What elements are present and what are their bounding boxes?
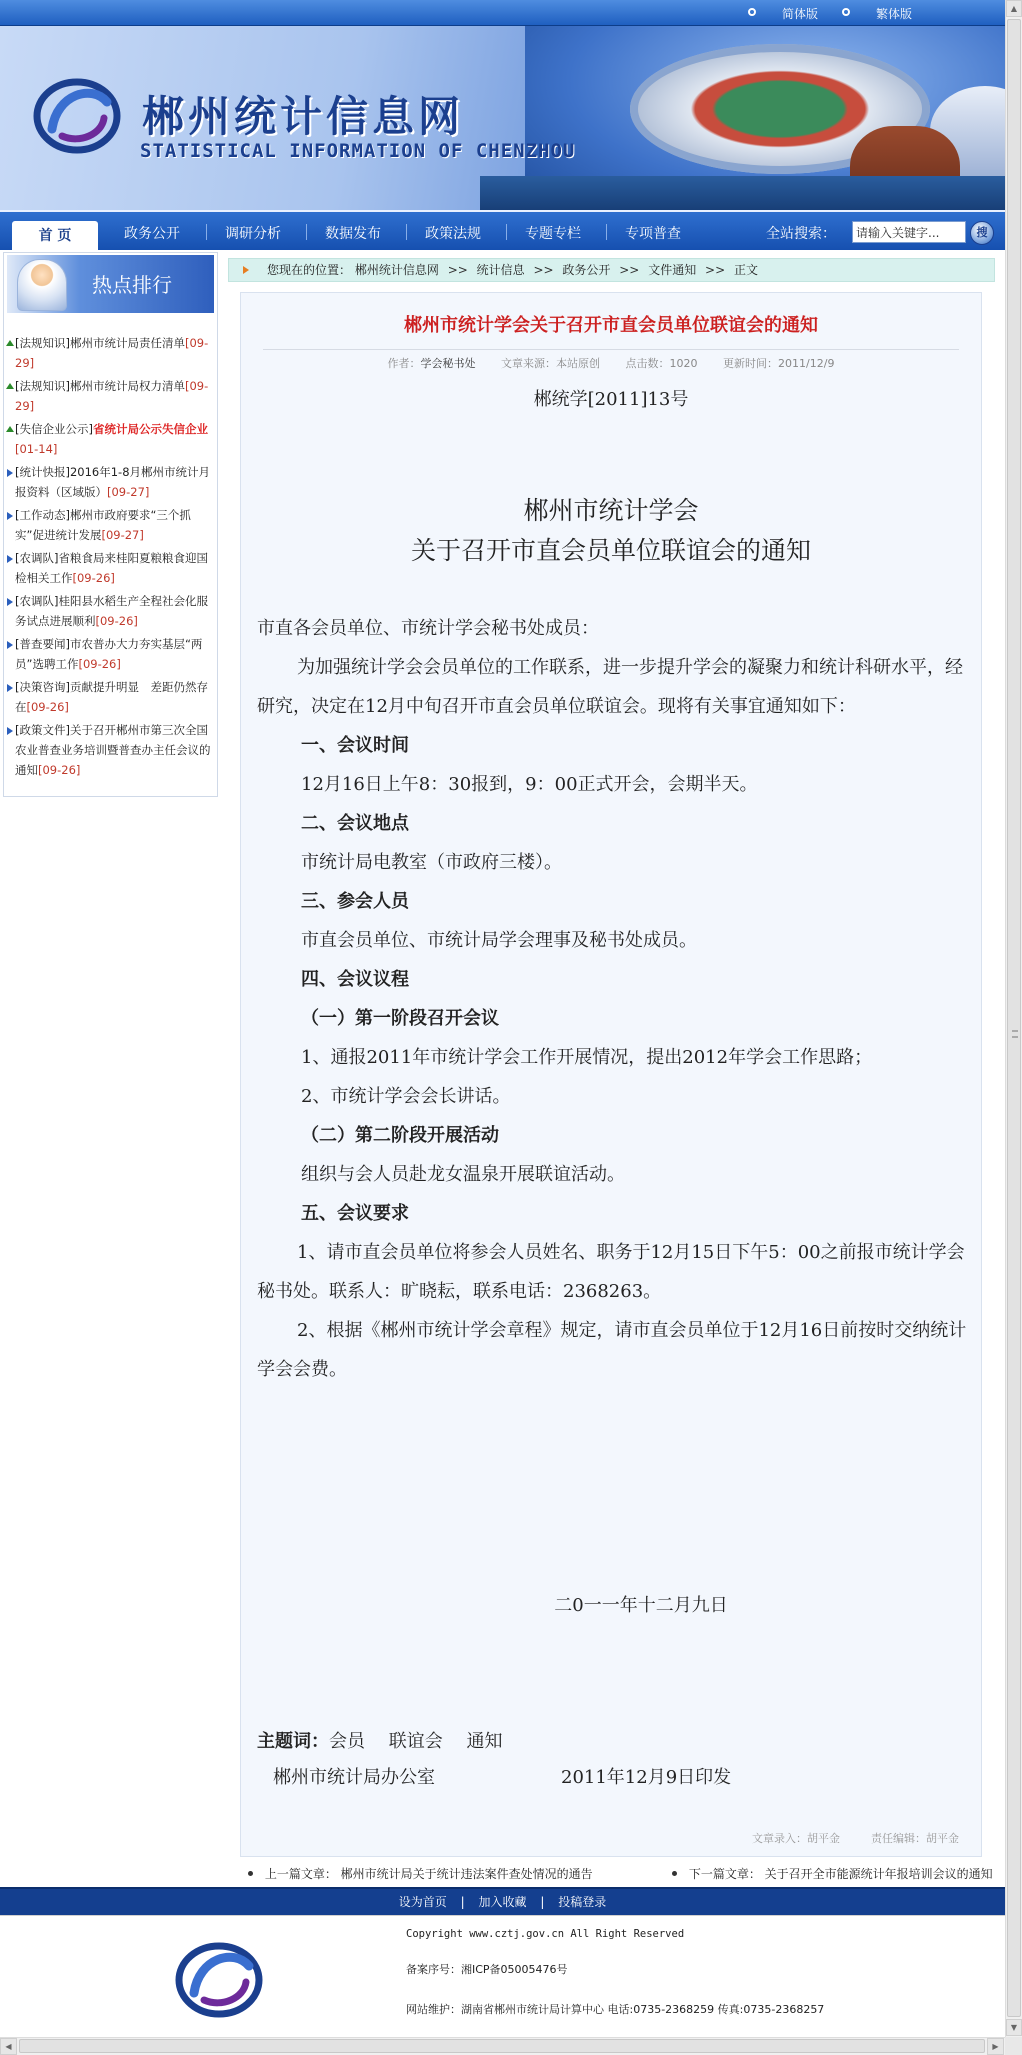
- editors-line: [752, 1830, 959, 1846]
- hot-list-item-text[interactable]: [政策文件]关于召开郴州市第三次全国农业普查业务培训暨普查办主任会议的通知: [15, 723, 211, 777]
- banner-ground: [480, 176, 1005, 210]
- nav-research-analysis[interactable]: 调研分析: [225, 226, 281, 242]
- author-label: 作者：: [387, 357, 421, 370]
- hot-list-item[interactable]: [7, 462, 217, 502]
- hot-list-item-text[interactable]: [法规知识]郴州市统计局责任清单: [15, 336, 185, 350]
- icp-text: 备案序号：湘ICP备05005476号: [406, 1963, 568, 1976]
- nav-government-affairs[interactable]: 政务公开: [124, 226, 180, 242]
- maintainer-text: 网站维护：湖南省郴州市统计局计算中心 电话:0735-2368259 传真:0735-2368257: [406, 2003, 825, 2016]
- hot-list-item-text[interactable]: [农调队]省粮食局来桂阳夏粮粮食迎国检相关工作: [15, 551, 208, 585]
- section-heading: （二）第二阶段开展活动: [301, 1125, 499, 1146]
- copyright-text: Copyright www.cztj.gov.cn All Right Reserved: [406, 1928, 685, 1940]
- section-heading: （一）第一阶段召开会议: [301, 1008, 499, 1029]
- horizontal-scroll-thumb[interactable]: [19, 2039, 985, 2053]
- grip-icon: [1012, 1030, 1018, 1038]
- footer-separator: |: [460, 1895, 465, 1909]
- hot-list-item-date: [09-26]: [95, 614, 138, 628]
- hot-list-item-date: [09-26]: [38, 763, 81, 777]
- document-heading: [241, 491, 981, 571]
- breadcrumb-item-government-affairs[interactable]: 政务公开: [562, 263, 611, 277]
- body-paragraph: 1、通报2011年市统计学会工作开展情况，提出2012年学会工作思路；: [301, 1047, 873, 1068]
- bullet-icon: [672, 1871, 677, 1876]
- clicks-value: 1020: [669, 357, 698, 370]
- blue-arrow-icon: [7, 555, 13, 563]
- nav-special-census[interactable]: 专项普查: [625, 226, 681, 242]
- hot-list-item-text[interactable]: [统计快报]2016年1-8月郴州市统计月报资料（区域版）: [15, 465, 211, 499]
- scroll-up-icon[interactable]: ▲: [1006, 0, 1022, 17]
- vertical-scrollbar[interactable]: [1005, 0, 1022, 2037]
- site-logo-icon: [32, 74, 122, 158]
- body-paragraph: 为加强统计学会会员单位的工作联系，进一步提升学会的凝聚力和统计科研水平，经研究，决定在12月中旬召开市直会员单位联谊会。现将有关事宜通知如下：: [257, 657, 963, 717]
- breadcrumb-prefix: 您现在的位置：: [267, 263, 352, 277]
- hot-list-item-date: [09-27]: [101, 528, 144, 542]
- hot-list-item[interactable]: [7, 591, 217, 631]
- body-paragraph: 市直会员单位、市统计局学会理事及秘书处成员。: [301, 930, 697, 951]
- nav-data-release[interactable]: 数据发布: [325, 226, 381, 242]
- breadcrumb-item-notices[interactable]: 文件通知: [648, 263, 697, 277]
- section-heading: 五、会议要求: [301, 1203, 409, 1224]
- top-strip: [0, 0, 1005, 26]
- hot-list-item-date: [09-26]: [26, 700, 69, 714]
- hot-list-item-text[interactable]: [工作动态]郴州市政府要求“三个抓实”促进统计发展: [15, 508, 191, 542]
- horizontal-scrollbar[interactable]: [0, 2037, 1005, 2055]
- document-date: 二0一一年十二月九日: [554, 1595, 728, 1616]
- scroll-right-icon[interactable]: ▶: [987, 2038, 1004, 2055]
- body-paragraph: 1、请市直会员单位将参会人员姓名、职务于12月15日下午5：00之前报市统计学会秘书处。联系人：旷晓耘，联系电话：2368263。: [257, 1242, 965, 1302]
- source-value: 本站原创: [556, 357, 601, 370]
- body-paragraph: 市直各会员单位、市统计学会秘书处成员：: [257, 618, 599, 639]
- body-paragraph: 12月16日上午8：30报到，9：00正式开会，会期半天。: [301, 774, 758, 795]
- bullet-icon: [842, 8, 850, 16]
- title-divider: [263, 349, 959, 350]
- body-paragraph: 组织与会人员赴龙女温泉开展联谊活动。: [301, 1164, 625, 1185]
- prev-next-links: [228, 1862, 995, 1886]
- hot-ranking-title: 热点排行: [92, 273, 172, 297]
- scroll-down-icon[interactable]: ▼: [1006, 2019, 1022, 2036]
- hot-ranking-header: [7, 255, 214, 313]
- footer-info: [406, 1926, 824, 2018]
- site-footer: [0, 1915, 1005, 2037]
- site-subtitle: STATISTICAL INFORMATION OF CHENZHOU: [140, 140, 576, 162]
- hot-ranking-list: [7, 333, 217, 783]
- blue-arrow-icon: [7, 641, 13, 649]
- hot-list-item-date: [09-29]: [15, 379, 209, 413]
- breadcrumb-separator: >>: [447, 263, 468, 277]
- site-header-banner: [0, 26, 1005, 210]
- simplified-version-link[interactable]: 简体版: [782, 7, 819, 21]
- breadcrumb-separator: >>: [533, 263, 554, 277]
- nav-separator: [506, 224, 507, 240]
- add-favorite-link[interactable]: 加入收藏: [478, 1895, 527, 1909]
- search-label: 全站搜索：: [766, 226, 836, 242]
- source-label: 文章来源：: [501, 357, 557, 370]
- footer-separator: |: [540, 1895, 545, 1909]
- section-heading: 二、会议地点: [301, 813, 409, 834]
- hot-list-item[interactable]: [7, 419, 217, 459]
- article-panel: [240, 292, 982, 1857]
- document-heading-line-2: 关于召开市直会员单位联谊会的通知: [410, 536, 811, 565]
- prev-label: 上一篇文章：: [264, 1867, 337, 1881]
- section-heading: 四、会议议程: [301, 969, 409, 990]
- section-heading: 一、会议时间: [301, 735, 409, 756]
- updated-label: 更新时间：: [723, 357, 779, 370]
- blue-arrow-icon: [7, 598, 13, 606]
- breadcrumb-item-home[interactable]: 郴州统计信息网: [354, 263, 439, 277]
- next-article-link[interactable]: 关于召开全市能源统计年报培训会议的通知: [764, 1867, 993, 1881]
- blue-arrow-icon: [7, 684, 13, 692]
- prev-article-link[interactable]: 郴州市统计局关于统计违法案件查处情况的通告: [340, 1867, 593, 1881]
- hot-list-item[interactable]: [7, 634, 217, 674]
- green-triangle-icon: [6, 426, 14, 432]
- nav-separator: [606, 224, 607, 240]
- article-meta: [241, 355, 981, 371]
- nav-separator: [406, 224, 407, 240]
- blue-arrow-icon: [7, 512, 13, 520]
- footer-link-bar: [0, 1887, 1005, 1915]
- hot-list-item-text[interactable]: [决策咨询]贡献提升明显 差距仍然存在: [15, 680, 208, 714]
- breadcrumb-separator: >>: [705, 263, 726, 277]
- hot-list-item[interactable]: [7, 376, 217, 416]
- bullet-icon: [248, 1871, 253, 1876]
- keywords-label: 主题词：: [257, 1731, 329, 1752]
- hot-list-item[interactable]: [7, 548, 217, 588]
- nav-special-topics[interactable]: 专题专栏: [525, 226, 581, 242]
- body-paragraph: 2、市统计学会会长讲话。: [301, 1086, 511, 1107]
- next-wrapper: [652, 1862, 993, 1886]
- issuer-line: 郴州市统计局办公室 2011年12月9日印发: [273, 1767, 732, 1788]
- editor-label: 责任编辑：: [871, 1832, 926, 1845]
- keywords-value: 会员 联谊会 通知: [329, 1731, 503, 1752]
- hot-list-item[interactable]: [7, 720, 217, 780]
- traditional-version-link[interactable]: 繁体版: [876, 7, 913, 21]
- hot-list-item-date: [09-27]: [107, 485, 150, 499]
- blue-arrow-icon: [7, 469, 13, 477]
- next-label: 下一篇文章：: [688, 1867, 761, 1881]
- nav-policy-regulations[interactable]: 政策法规: [425, 226, 481, 242]
- green-triangle-icon: [6, 383, 14, 389]
- entry-label: 文章录入：: [752, 1832, 807, 1845]
- set-homepage-link[interactable]: 设为首页: [398, 1895, 447, 1909]
- keywords-line: [257, 1727, 502, 1753]
- bullet-icon: [748, 8, 756, 16]
- hot-list-item-date: [09-26]: [72, 571, 115, 585]
- search-input[interactable]: [852, 221, 966, 243]
- green-triangle-icon: [6, 340, 14, 346]
- hot-list-item-date: [01-14]: [15, 442, 58, 456]
- scroll-left-icon[interactable]: ◀: [0, 2038, 17, 2055]
- hot-list-item-text[interactable]: [普查要闻]市农普办大力夯实基层“两员”选聘工作: [15, 637, 203, 671]
- hot-list-item-text[interactable]: [法规知识]郴州市统计局权力清单: [15, 379, 185, 393]
- blue-arrow-icon: [7, 727, 13, 735]
- hot-list-item-highlight[interactable]: 省统计局公示失信企业: [92, 422, 208, 436]
- editor-value: 胡平金: [926, 1832, 959, 1845]
- breadcrumb: [228, 258, 995, 282]
- footer-logo-icon: [174, 1938, 264, 2022]
- entry-value: 胡平金: [807, 1832, 840, 1845]
- nav-separator: [306, 224, 307, 240]
- article-body: [257, 609, 969, 1389]
- vertical-scroll-thumb[interactable]: [1007, 19, 1021, 2017]
- hot-list-item-text[interactable]: [失信企业公示]: [15, 422, 93, 436]
- breadcrumb-item-current: 正文: [733, 263, 758, 277]
- breadcrumb-item-statistics[interactable]: 统计信息: [476, 263, 525, 277]
- section-heading: 三、参会人员: [301, 891, 409, 912]
- body-paragraph: 2、根据《郴州市统计学会章程》规定，请市直会员单位于12月16日前按时交纳统计学会会费。: [257, 1320, 967, 1380]
- hot-ranking-sidebar: [3, 252, 218, 797]
- nav-separator: [206, 224, 207, 240]
- document-number: 郴统学[2011]13号: [533, 389, 689, 410]
- breadcrumb-arrow-icon: [243, 266, 249, 274]
- hot-list-item-text[interactable]: [农调队]桂阳县水稻生产全程社会化服务试点进展顺利: [15, 594, 208, 628]
- reader-avatar-icon: [17, 259, 67, 311]
- updated-value: 2011/12/9: [778, 357, 835, 370]
- hot-list-item-date: [09-29]: [15, 336, 209, 370]
- nav-home[interactable]: 首 页: [12, 221, 98, 252]
- author-value: 学会秘书处: [420, 357, 476, 370]
- main-nav: [0, 210, 1005, 250]
- hot-list-item-date: [09-26]: [78, 657, 121, 671]
- submit-login-link[interactable]: 投稿登录: [558, 1895, 607, 1909]
- hot-list-item[interactable]: [7, 505, 217, 545]
- article-title: 郴州市统计学会关于召开市直会员单位联谊会的通知: [404, 315, 818, 336]
- breadcrumb-separator: >>: [619, 263, 640, 277]
- hot-list-item[interactable]: [7, 333, 217, 373]
- body-paragraph: 市统计局电教室（市政府三楼）。: [301, 852, 562, 873]
- scrollbar-corner: [1005, 2037, 1022, 2055]
- search-button[interactable]: 搜: [970, 221, 994, 245]
- site-title: 郴州统计信息网: [142, 92, 465, 141]
- clicks-label: 点击数：: [625, 357, 670, 370]
- document-heading-line-1: 郴州市统计学会: [523, 496, 699, 525]
- hot-list-item[interactable]: [7, 677, 217, 717]
